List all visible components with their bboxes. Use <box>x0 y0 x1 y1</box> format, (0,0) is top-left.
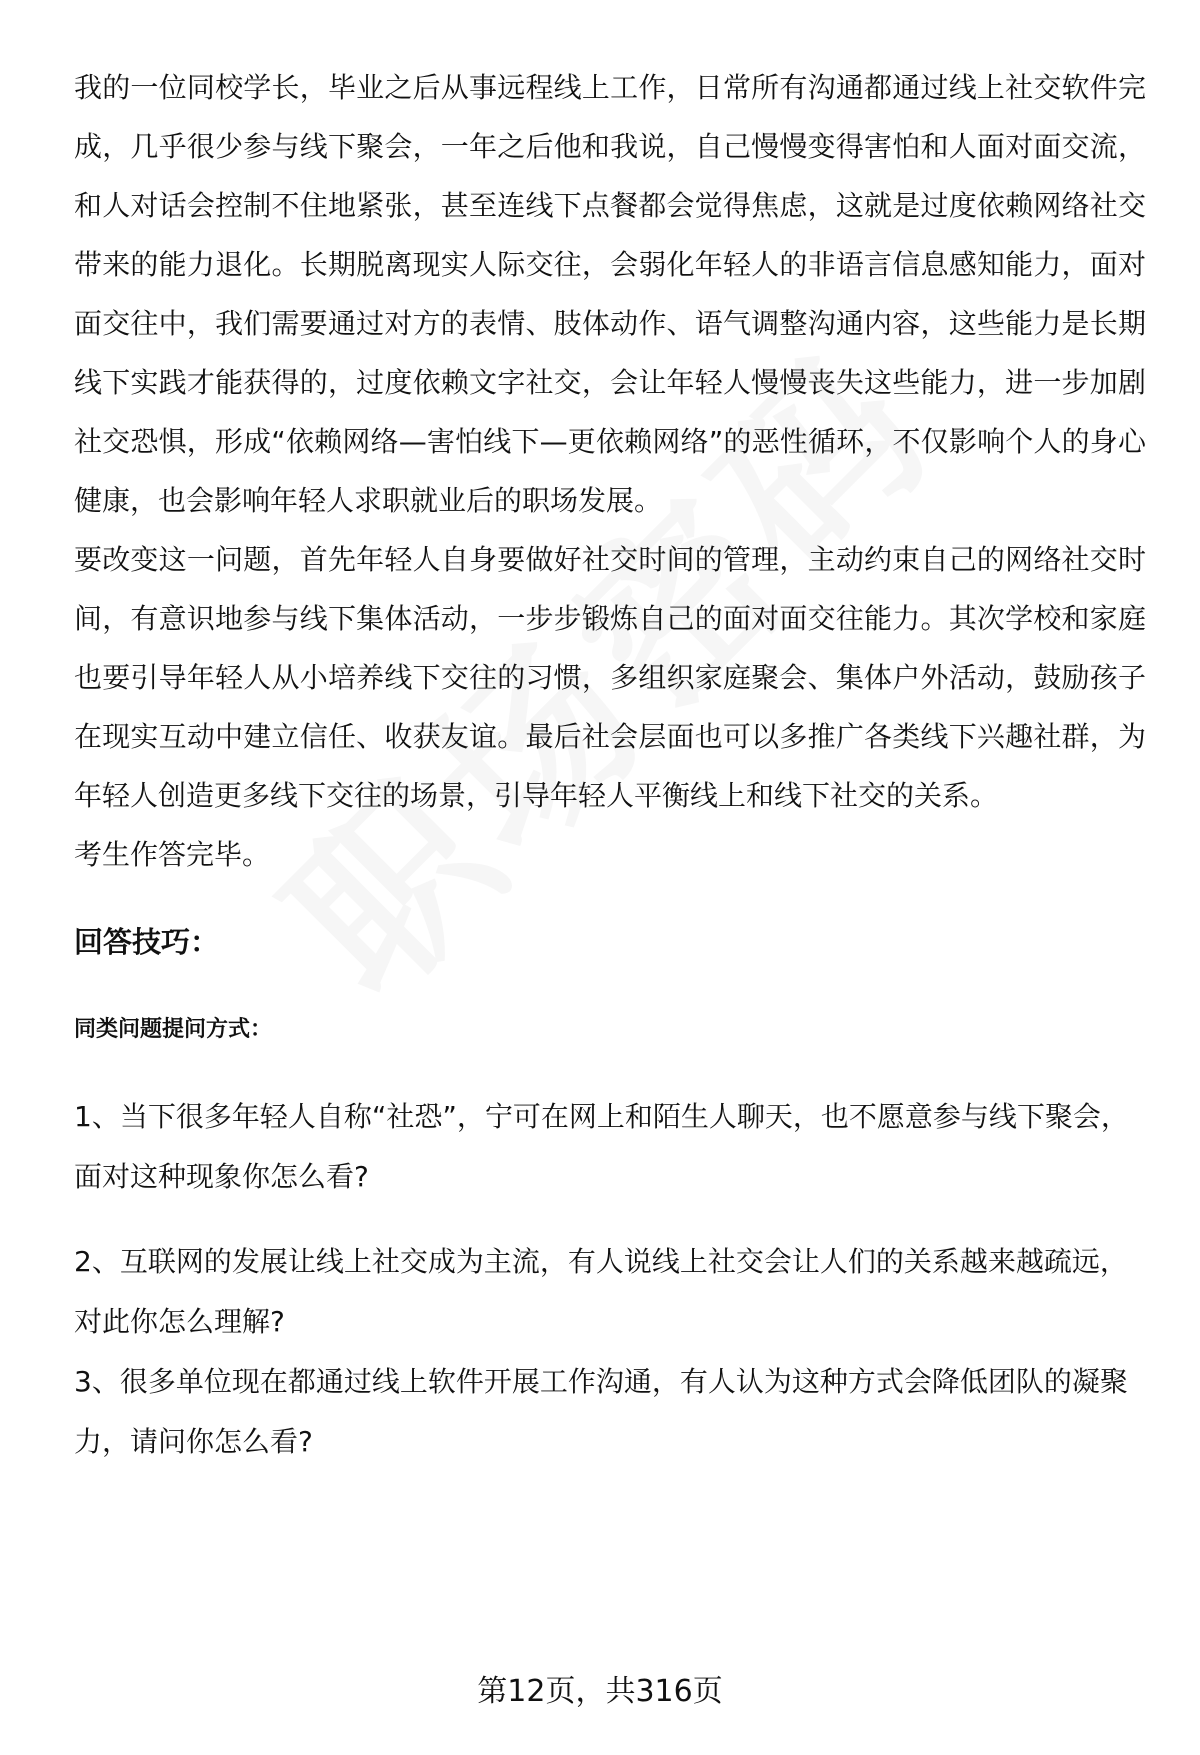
question-item: 2、互联网的发展让线上社交成为主流，有人说线上社交会让人们的关系越来越疏远，对此你怎么理解? <box>74 1245 1128 1338</box>
document-page <box>74 58 1146 1472</box>
question-item: 3、很多单位现在都通过线上软件开展工作沟通，有人认为这种方式会降低团队的凝聚力，请问你怎么看? <box>74 1365 1128 1458</box>
tips-heading: 回答技巧： <box>74 925 220 959</box>
question-item: 1、当下很多年轻人自称“社恐”，宁可在网上和陌生人聊天，也不愿意参与线下聚会，面对这种现象你怎么看? <box>74 1100 1129 1193</box>
body-paragraph-2: 要改变这一问题，首先年轻人自身要做好社交时间的管理，主动约束自己的网络社交时间，有意识地参与线下集体活动，一步步锻炼自己的面对面交往能力。其次学校和家庭也要引导年轻人从小培养线下交往的习惯，多组织家庭聚会、集体户外活动，鼓励孩子在现实互动中建立信任、收获友谊。最后社会层面也可以多推广各类线下兴趣社群，为年轻人创造更多线下交往的场景，引导年轻人平衡线上和线下社交的关系。 <box>74 543 1146 812</box>
page-footer: 第12页，共316页 <box>477 1674 723 1709</box>
question-list <box>74 1087 1146 1472</box>
body-paragraph-1: 我的一位同校学长，毕业之后从事远程线上工作，日常所有沟通都通过线上社交软件完成，几乎很少参与线下聚会，一年之后他和我说，自己慢慢变得害怕和人面对面交流，和人对话会控制不住地紧张，甚至连线下点餐都会觉得焦虑，这就是过度依赖网络社交带来的能力退化。长期脱离现实人际交往，会弱化年轻人的非语言信息感知能力，面对面交往中，我们需要通过对方的表情、肢体动作、语气调整沟通内容，这些能力是长期线下实践才能获得的，过度依赖文字社交，会让年轻人慢慢丧失这些能力，进一步加剧社交恐惧，形成“依赖网络—害怕线下—更依赖网络”的恶性循环，不仅影响个人的身心健康，也会影响年轻人求职就业后的职场发展。 <box>74 71 1146 517</box>
end-note: 考生作答完毕。 <box>74 838 271 871</box>
similar-questions-heading: 同类问题提问方式： <box>74 1017 273 1042</box>
